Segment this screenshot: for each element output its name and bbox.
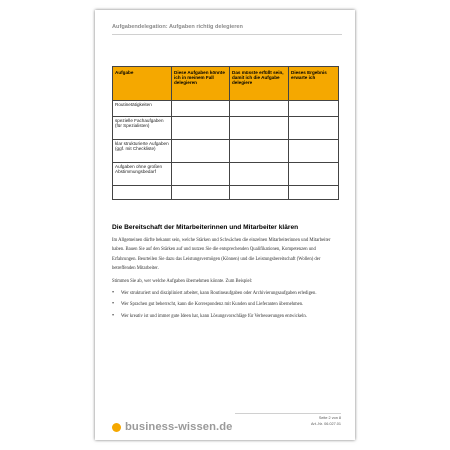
list-item — [112, 289, 337, 298]
business-wissen-logo — [112, 420, 233, 434]
section-heading: Die Bereitschaft der Mitarbeiterinnen und Mitarbeiter klären — [112, 224, 299, 231]
table-row — [113, 162, 339, 185]
document-header-title: Aufgabendelegation: Aufgaben richtig delegieren — [112, 24, 243, 30]
table-cell — [289, 139, 339, 162]
table-cell — [172, 116, 230, 139]
table-cell — [289, 162, 339, 185]
table-cell — [289, 100, 339, 116]
list-item-text: Wer Sprachen gut beherrscht, kann die Korrespondenz mit Kunden und Lieferanten übernehmen. — [121, 302, 304, 308]
table-cell — [172, 185, 230, 199]
table-header-cell: Dieses Ergebnis erwarte ich — [289, 67, 339, 101]
table-header-cell: Diese Aufgaben könnte ich in meinem Fall delegieren — [172, 67, 230, 101]
table-header-cell: Das müsste erfüllt sein, damit ich die Aufgabe delegiere — [230, 67, 289, 101]
page-number: Seite 2 von 8 — [318, 416, 341, 420]
footer-info — [311, 415, 341, 427]
table-cell — [172, 162, 230, 185]
intro-paragraph: Im Allgemeinen dürfte bekannt sein, welche Stärken und Schwächen die einzelnen Mitarbeiterinnen und Mitarbeiter haben. Bauen Sie auf den Stärken auf und nutzen Sie die entsprechenden Qualifikationen, Kompetenzen und Erfahrungen. Beurteilen Sie dazu das Leistungsvermögen (Können) und die Leistungsbereitschaft (Wollen) der betreffenden Mitarbeiter. — [112, 238, 331, 272]
bullet-icon: • — [112, 312, 115, 319]
table-cell: Aufgaben ohne großen Abstimmungsbedarf — [113, 162, 172, 185]
document-page — [95, 10, 355, 440]
body-text — [112, 236, 337, 323]
table-cell — [289, 185, 339, 199]
list-item-text: Wer kreativ ist und immer gute Ideen hat, kann Lösungsvorschläge für Verbesserungen entwickeln. — [121, 313, 307, 319]
table-row — [113, 139, 339, 162]
table-cell — [230, 100, 289, 116]
table-header-row — [113, 67, 339, 101]
article-number: Art.-Nr. 06.027.01 — [311, 422, 341, 426]
table-row — [113, 100, 339, 116]
table-cell: Routinetätigkeiten — [113, 100, 172, 116]
table-cell — [230, 116, 289, 139]
bullet-icon: • — [112, 301, 115, 308]
table-cell — [289, 116, 339, 139]
logo-dot-icon — [112, 423, 121, 432]
table-cell: klar strukturierte Aufgaben (ggf. mit Checkliste) — [113, 139, 172, 162]
table-cell — [230, 162, 289, 185]
bullet-icon: • — [112, 290, 115, 297]
table-cell — [113, 185, 172, 199]
example-intro: Stimmen Sie ab, wer welche Aufgaben übernehmen könnte. Zum Beispiel: — [112, 278, 253, 284]
logo-text: business-wissen.de — [125, 421, 233, 433]
table-cell — [172, 139, 230, 162]
bullet-list — [112, 289, 337, 321]
list-item — [112, 300, 337, 309]
delegation-table — [112, 66, 339, 200]
table-cell — [172, 100, 230, 116]
table-row — [113, 185, 339, 199]
list-item — [112, 312, 337, 321]
footer-divider — [235, 413, 341, 414]
table-header-cell: Aufgabe — [113, 67, 172, 101]
header-divider — [112, 34, 342, 35]
table-cell — [230, 185, 289, 199]
table-cell — [230, 139, 289, 162]
table-cell: spezielle Fachaufgaben (für Spezialisten) — [113, 116, 172, 139]
list-item-text: Wer strukturiert und diszipliniert arbeitet, kann Routineaufgaben oder Archivierungsaufgaben erledigen. — [121, 291, 317, 297]
table-row — [113, 116, 339, 139]
